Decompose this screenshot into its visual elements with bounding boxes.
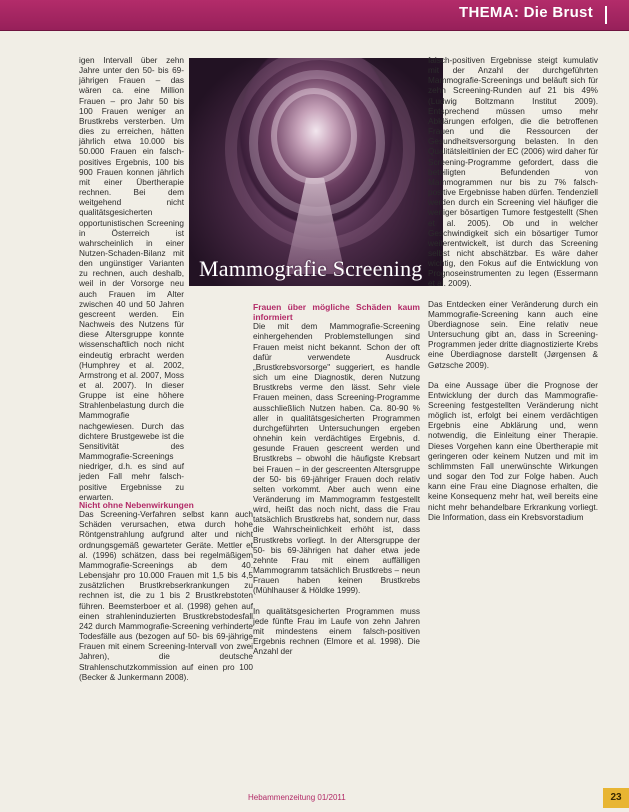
column-3 bbox=[428, 56, 598, 523]
column-1-lower bbox=[79, 365, 253, 683]
scanner-ring-inner bbox=[271, 88, 357, 184]
col2-paragraph-1: Die mit dem Mammografie-Screening einhergehenden Problemstellungen sind Frauen meist nicht bekannt. Schon der oft dafür verwendete Ausdruck „Brustkrebsvorsorge" suggeriert, es handle sich um eine Diagnostik, deren Nutzung Brustkrebs verme den lässt. Sehr viele Frauen meinen, dass Screening-Programme ausschließlich Nutzen haben. Ca. 80-90 % aller in qualitätsgesicherten Programmen durchgeführten Untersuchungen ergeben ohnehin kein verdächtiges Ergebnis, d. gesunde Frauen gescreent werden und Brustkrebs – obwohl die häufigste Krebsart bei Frauen – in der gescreenten Altersgruppe der 50- bis 69-jähriger Frauen doch relativ selten vorkommt. Aber auch wenn eine Veränderung im Mammogramm festgestellt wird, heißt das noch nicht, dass die Frau tatsächlich Brustkrebs hat, sondern nur, dass die Wahrscheinlichkeit erhöht ist, dass Brustkrebs vorliegt. In der Altersgruppe der 50- bis 69-Jährigen hat daher etwa jede zehnte Frau mit einem auffälligen Mammogramm tatsächlich Brustkrebs – neun Frauen haben keinen Brustkrebs (Mühlhauser & Höldke 1999). bbox=[253, 322, 420, 596]
col3-paragraph-3: Da eine Aussage über die Prognose der Entwicklung der durch das Mammografie-Screening festgestellten Veränderung nicht möglich ist, erfolgt bei einem verdächtigen Ergebnis eine Abklärung und, wenn notwendig, die Einleitung einer Therapie. Dieses Vorgehen kann eine Übertherapie mit geringeren oder keinem Nutzen und mit im schlimmsten Fall unerwünschte Wirkungen und sogar den Tod zur Folge haben. Auch kann eine Frau eine Diagnose erhalten, die keine Konsequenz mehr hat, weil bereits eine nicht mehr behandelbare Erkrankung vorliegt. Die Information, dass ein Krebsvorstadium bbox=[428, 380, 598, 522]
header-divider bbox=[605, 6, 607, 24]
page-footer bbox=[0, 788, 629, 812]
col2-paragraph-2: In qualitätsgesicherten Programmen muss jede fünfte Frau im Laufe von zehn Jahren mit mindestens einem falsch-positiven Ergebnis rechnen (Elmore et al. 1998). Die Anzahl der bbox=[253, 606, 420, 657]
col1-paragraph-2: Das Screening-Verfahren selbst kann auch Schäden verursachen, etwa durch hohe Röntgenstrahlung aufgrund alter und nicht ordnungsgemäß gewarteter Geräte. Mettler et al. (1996) schätzen, dass bei regelmäßigem Mammografie-Screenings ab dem 40. Lebensjahr pro 10.000 Frauen mit 1,5 bis 4,5 zusätzlichen Brustkrebserkrankungen zu rechnen ist, die zu 1 bis 2 Brustkrebstoten führen. Beemsterboer et al. (1998) gehen auf einen strahleninduzierten Brustkrebstodesfall 242 durch Mammografie-Screening verhinderte Todesfälle aus (bezogen auf 50- bis 69-jährige Frauen mit einem Screening-Intervall von zwei Jahren), die deutsche Strahlenschutzkommission auf einen pro 100 (Becker & Junkermann 2008). bbox=[79, 510, 253, 682]
photo-caption: Mammografie Screening bbox=[199, 256, 423, 281]
magazine-name: Hebammenzeitung 01/2011 bbox=[248, 793, 346, 802]
column-2 bbox=[253, 302, 420, 657]
section-title: THEMA: Die Brust bbox=[459, 4, 593, 21]
section-header bbox=[0, 0, 629, 31]
col3-paragraph-1: falsch-positiven Ergebnisse steigt kumulativ mit der Anzahl der durchgeführten Mammografie-Screenings und beläuft sich für zehn Screening-Runden auf 21 bis 49% (Ludwig Boltzmann Institut 2009). Entsprechend müssen umso mehr Abklärungen erfolgen, die die betroffenen Frauen und die Ressourcen der Gesundheitsversorgung belasten. In den Qualitätsleitlinien der EC (2006) wird daher für Screening-Programme gefordert, dass die beteiligten Befundenden von Mammogrammen nur bis zu 7% falsch-positive Ergebnisse haben dürfen. Tendenziell werden durch ein Screening viel häufiger die weniger bösartigen Tumore festgestellt (Shen et al. 2005). Ob und in welcher Geschwindigkeit sich ein bösartiger Tumor weiterentwickelt, ist durch das Screening selbst nicht abschätzbar. Es wäre daher wichtig, den Fokus auf die Entwicklung von Prognoseinstrumenten zu legen (Essermann et al. 2009). bbox=[428, 56, 598, 289]
col2-heading: Frauen über mögliche Schäden kaum informiert bbox=[253, 302, 420, 323]
col1-paragraph-1: igen Intervall über zehn Jahre unter den 50- bis 69- jährigen Frauen – das wären ca. eine Million Frauen – pro Jahr 50 bis 100 Frauen weniger an Brustkrebs versterben. Um dies zu erreichen, hätten jährlich etwa 10.000 bis 50.000 Frauen ein falsch-positives Ergebnis, 100 bis 900 Frauen konnen jährlich mit einer Übertherapie rechnen. Bei dem weitgehend nicht qualitätsgesicherten opportunistischen Screening in Österreich ist wahrscheinlich in einer Nutzen-Schaden-Bilanz mit den ungünstiger Varianten zu rechnen, auch deshalb, weil in der Vorsorge neu auch Frauen im Alter zwischen 40 und 50 Jahren gescreent werden. Ein Nachweis des Nutzens für diese Altersgruppe konnte wissenschaftlich noch nicht eindeutig erbracht werden (Humphrey et al. 2002, Armstrong et al. 2007, Moss et al. 2007). In dieser Gruppe ist eine höhere Strahlenbelastung durch die Mammografie nachgewiesen. Durch das dichtere Brustgewebe ist die Sensitivität des Mammografie-Screenings niedriger, d.h. es sind auf jeden Fall mehr falsch-positive Ergebnisse zu erwarten. bbox=[79, 56, 184, 502]
col3-paragraph-2: Das Entdecken einer Veränderung durch ein Mammografie-Screening kann auch eine Überdiagnose sein. Eine relativ neue Untersuchung gibt an, dass in Screening-Programmen jeder dritte diagnostizierte Krebs eine Überdiagnose darstellt (Jørgensen & Gøtzsche 2009). bbox=[428, 299, 598, 370]
mammography-photo bbox=[189, 58, 443, 286]
col1-heading: Nicht ohne Nebenwirkungen bbox=[79, 500, 194, 510]
page-number: 23 bbox=[603, 788, 629, 808]
